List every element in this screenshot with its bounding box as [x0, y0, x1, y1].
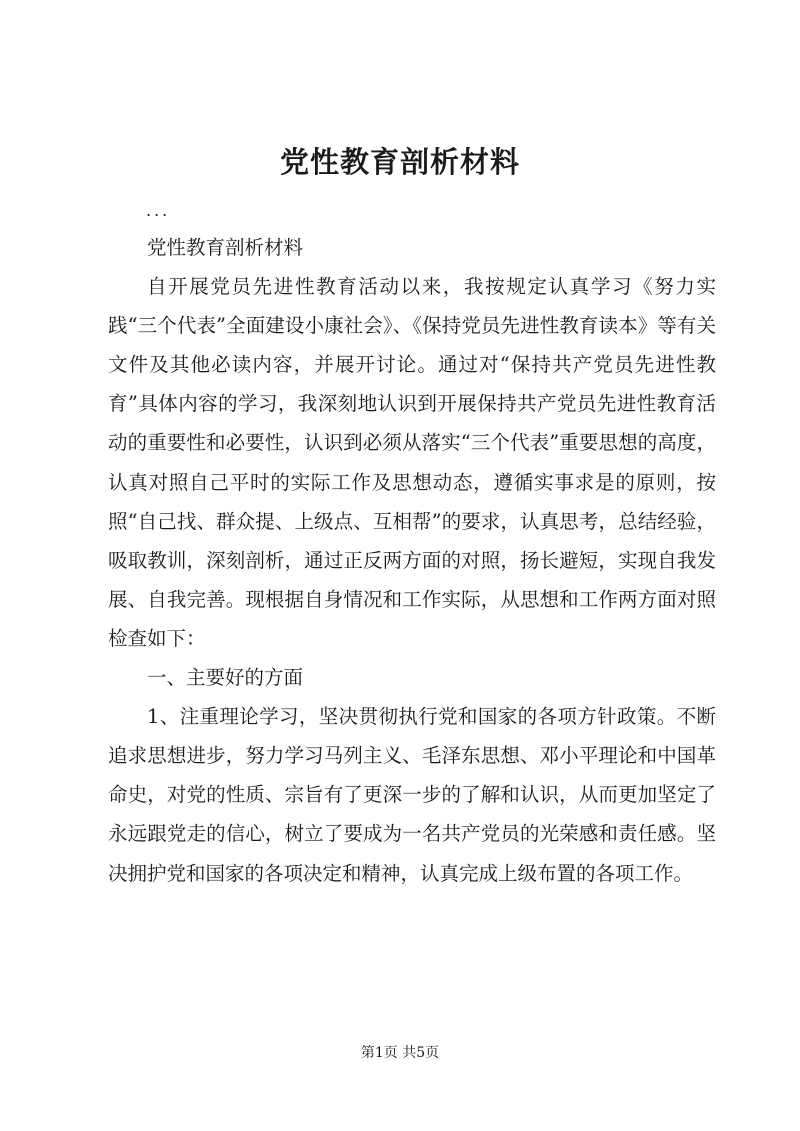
paragraph-section-heading: 一、主要好的方面 — [147, 666, 304, 690]
document-title: 党性教育剖析材料 — [279, 145, 520, 179]
document-body — [108, 228, 716, 893]
paragraph-point-1: 1、注重理论学习，坚决贯彻执行党和国家的各项方针政策。不断追求思想进步，努力学习马列主义、毛泽东思想、邓小平理论和中国革命史，对党的性质、宗旨有了更深一步的了解和认识，从而更加坚定了永远跟党走的信心，树立了要成为一名共产党员的光荣感和责任感。坚决拥护党和国家的各项决定和精神，认真完成上级布置的各项工作。 — [108, 705, 716, 885]
ellipsis-marker: ... — [146, 201, 171, 220]
page-footer: 第1页 共5页 — [360, 1045, 440, 1061]
paragraph-intro: 自开展党员先进性教育活动以来，我按规定认真学习《努力实践“三个代表”全面建设小康社会》、《保持党员先进性教育读本》等有关文件及其他必读内容，并展开讨论。通过对“保持共产党员先进性教育”具体内容的学习，我深刻地认识到开展保持共产党员先进性教育活动的重要性和必要性，认识到必须从落实“三个代表”重要思想的高度，认真对照自己平时的实际工作及思想动态，遵循实事求是的原则，按照“自己找、群众提、上级点、互相帮”的要求，认真思考，总结经验，吸取教训，深刻剖析，通过正反两方面的对照，扬长避短，实现自我发展、自我完善。现根据自身情况和工作实际，从思想和工作两方面对照检查如下： — [108, 275, 716, 650]
paragraph-subtitle: 党性教育剖析材料 — [147, 236, 304, 259]
